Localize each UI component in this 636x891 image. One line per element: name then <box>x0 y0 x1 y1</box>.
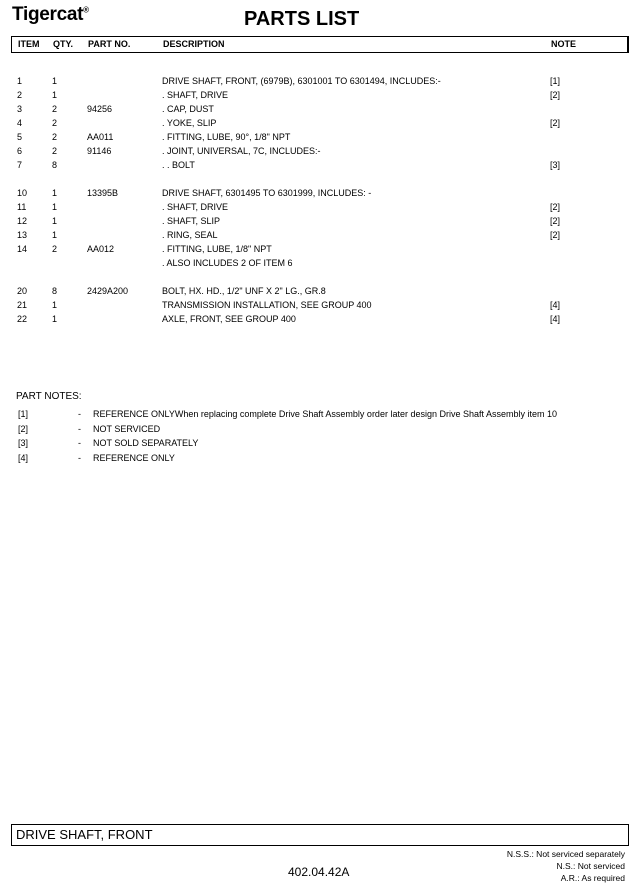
cell-qty: 1 <box>52 230 58 240</box>
note-text: NOT SOLD SEPARATELY <box>93 438 199 448</box>
cell-part-no <box>87 74 162 88</box>
page-number: 402.04.42A <box>288 865 350 879</box>
note-dash: - <box>78 423 81 434</box>
cell-note: [2] <box>550 118 561 128</box>
abbreviation-legend <box>507 848 625 884</box>
cell-note <box>550 186 610 200</box>
cell-qty: 2 <box>52 146 58 156</box>
note-dash: - <box>78 438 81 448</box>
cell-note <box>550 144 610 158</box>
cell-note <box>550 102 610 116</box>
note-text: REFERENCE ONLY <box>93 452 175 463</box>
cell-note: [2] <box>550 90 561 100</box>
cell-description: DRIVE SHAFT, FRONT, (6979B), 6301001 TO 6301494, INCLUDES:- <box>162 76 441 86</box>
col-qty: QTY. <box>53 39 74 49</box>
cell-qty: 2 <box>52 104 58 114</box>
part-notes-heading: PART NOTES: <box>16 391 82 402</box>
cell-description: DRIVE SHAFT, 6301495 TO 6301999, INCLUDES: - <box>162 188 372 198</box>
cell-item: 20 <box>17 286 28 296</box>
legend-ns: N.S.: Not serviced <box>556 861 625 871</box>
cell-qty: 2 <box>52 118 58 128</box>
cell-note: [2] <box>550 216 561 226</box>
cell-item: 7 <box>17 160 23 170</box>
cell-item: 4 <box>17 118 23 128</box>
cell-note: [1] <box>550 76 561 86</box>
cell-part-no <box>87 200 162 214</box>
cell-part-no <box>87 228 162 242</box>
cell-description: . SHAFT, SLIP <box>162 216 221 226</box>
cell-item <box>17 256 52 270</box>
cell-item: 22 <box>17 314 28 324</box>
cell-description: . ALSO INCLUDES 2 OF ITEM 6 <box>162 258 293 268</box>
part-note <box>18 451 628 466</box>
cell-item: 12 <box>17 216 28 226</box>
table-row <box>17 102 629 116</box>
cell-note: [4] <box>550 314 561 324</box>
legend-nss: N.S.S.: Not serviced separately <box>506 849 625 859</box>
cell-item: 11 <box>17 202 27 212</box>
cell-item: 5 <box>17 132 23 142</box>
cell-qty: 1 <box>52 216 58 226</box>
table-row <box>17 214 629 228</box>
cell-item: 6 <box>17 146 23 156</box>
cell-item: 2 <box>17 90 23 100</box>
note-ref: [2] <box>18 423 29 434</box>
cell-part-no: 2429A200 <box>87 286 129 296</box>
cell-note <box>550 242 610 256</box>
cell-qty: 8 <box>52 286 58 296</box>
cell-part-no: AA012 <box>87 244 115 254</box>
note-dash: - <box>78 452 81 463</box>
cell-note: [4] <box>550 300 561 310</box>
table-row <box>17 256 629 270</box>
col-description: DESCRIPTION <box>163 39 225 49</box>
tigercat-logo: Tigercat® <box>12 4 89 25</box>
note-ref: [1] <box>18 409 29 419</box>
parts-table-body <box>17 74 629 326</box>
cell-part-no <box>87 158 162 172</box>
note-ref: [4] <box>18 452 29 463</box>
cell-part-no <box>87 312 162 326</box>
cell-part-no: 91146 <box>87 146 112 156</box>
table-row <box>17 242 629 256</box>
cell-qty: 1 <box>52 300 58 310</box>
cell-description: . RING, SEAL <box>162 230 218 240</box>
cell-qty: 2 <box>52 244 58 254</box>
cell-note: [2] <box>550 230 561 240</box>
table-row <box>17 298 629 312</box>
table-row <box>17 144 629 158</box>
page-title: PARTS LIST <box>244 8 360 30</box>
note-text: REFERENCE ONLYWhen replacing complete Drive Shaft Assembly order later design Drive Shaft Assembly item 10 <box>93 409 558 419</box>
cell-part-no <box>87 298 162 312</box>
cell-part-no <box>87 214 162 228</box>
table-row <box>17 186 629 200</box>
col-item: ITEM <box>18 39 40 49</box>
cell-item: 14 <box>17 244 28 254</box>
table-header <box>11 36 629 53</box>
cell-description: . JOINT, UNIVERSAL, 7C, INCLUDES:- <box>162 146 321 156</box>
cell-note <box>550 130 610 144</box>
part-note <box>18 436 628 451</box>
cell-part-no: 13395B <box>87 188 119 198</box>
table-row <box>17 312 629 326</box>
cell-description: BOLT, HX. HD., 1/2" UNF X 2" LG., GR.8 <box>162 286 326 296</box>
cell-part-no <box>87 116 162 130</box>
col-part-no: PART NO. <box>88 39 131 49</box>
cell-item: 3 <box>17 104 23 114</box>
cell-item: 10 <box>17 188 28 198</box>
cell-part-no <box>87 256 162 270</box>
cell-note: [2] <box>550 202 561 212</box>
cell-note <box>550 284 610 298</box>
cell-description: . YOKE, SLIP <box>162 118 217 128</box>
cell-description: . SHAFT, DRIVE <box>162 90 229 100</box>
note-text: NOT SERVICED <box>93 423 161 434</box>
cell-part-no: 94256 <box>87 104 113 114</box>
table-row <box>17 158 629 172</box>
col-note: NOTE <box>551 39 577 49</box>
part-note <box>18 422 628 437</box>
section-title-box <box>11 824 629 846</box>
table-row <box>17 284 629 298</box>
cell-description: . FITTING, LUBE, 90°, 1/8" NPT <box>162 132 291 142</box>
cell-qty: 1 <box>52 90 58 100</box>
cell-qty: 1 <box>52 314 58 324</box>
table-row <box>17 74 629 88</box>
cell-description: . SHAFT, DRIVE <box>162 202 229 212</box>
legend-ar: A.R.: As required <box>560 873 625 883</box>
note-ref: [3] <box>18 438 29 448</box>
cell-description: TRANSMISSION INSTALLATION, SEE GROUP 400 <box>162 300 372 310</box>
note-dash: - <box>78 409 81 419</box>
part-notes-list <box>18 407 628 465</box>
cell-qty <box>52 256 87 270</box>
cell-item: 1 <box>17 76 23 86</box>
cell-note: [3] <box>550 160 561 170</box>
cell-note <box>550 256 610 270</box>
cell-item: 13 <box>17 230 28 240</box>
table-row <box>17 228 629 242</box>
cell-description: AXLE, FRONT, SEE GROUP 400 <box>162 314 296 324</box>
cell-qty: 2 <box>52 132 58 142</box>
table-row <box>17 200 629 214</box>
part-note <box>18 407 628 422</box>
cell-qty: 8 <box>52 160 58 170</box>
cell-part-no <box>87 88 162 102</box>
cell-qty: 1 <box>52 188 58 198</box>
table-row <box>17 116 629 130</box>
cell-item: 21 <box>17 300 28 310</box>
cell-qty: 1 <box>52 202 58 212</box>
cell-part-no: AA011 <box>87 132 114 142</box>
cell-description: . . BOLT <box>162 160 195 170</box>
cell-description: . CAP, DUST <box>162 104 214 114</box>
cell-qty: 1 <box>52 76 58 86</box>
table-row <box>17 130 629 144</box>
table-row <box>17 88 629 102</box>
cell-description: . FITTING, LUBE, 1/8" NPT <box>162 244 272 254</box>
section-title: DRIVE SHAFT, FRONT <box>16 827 153 842</box>
